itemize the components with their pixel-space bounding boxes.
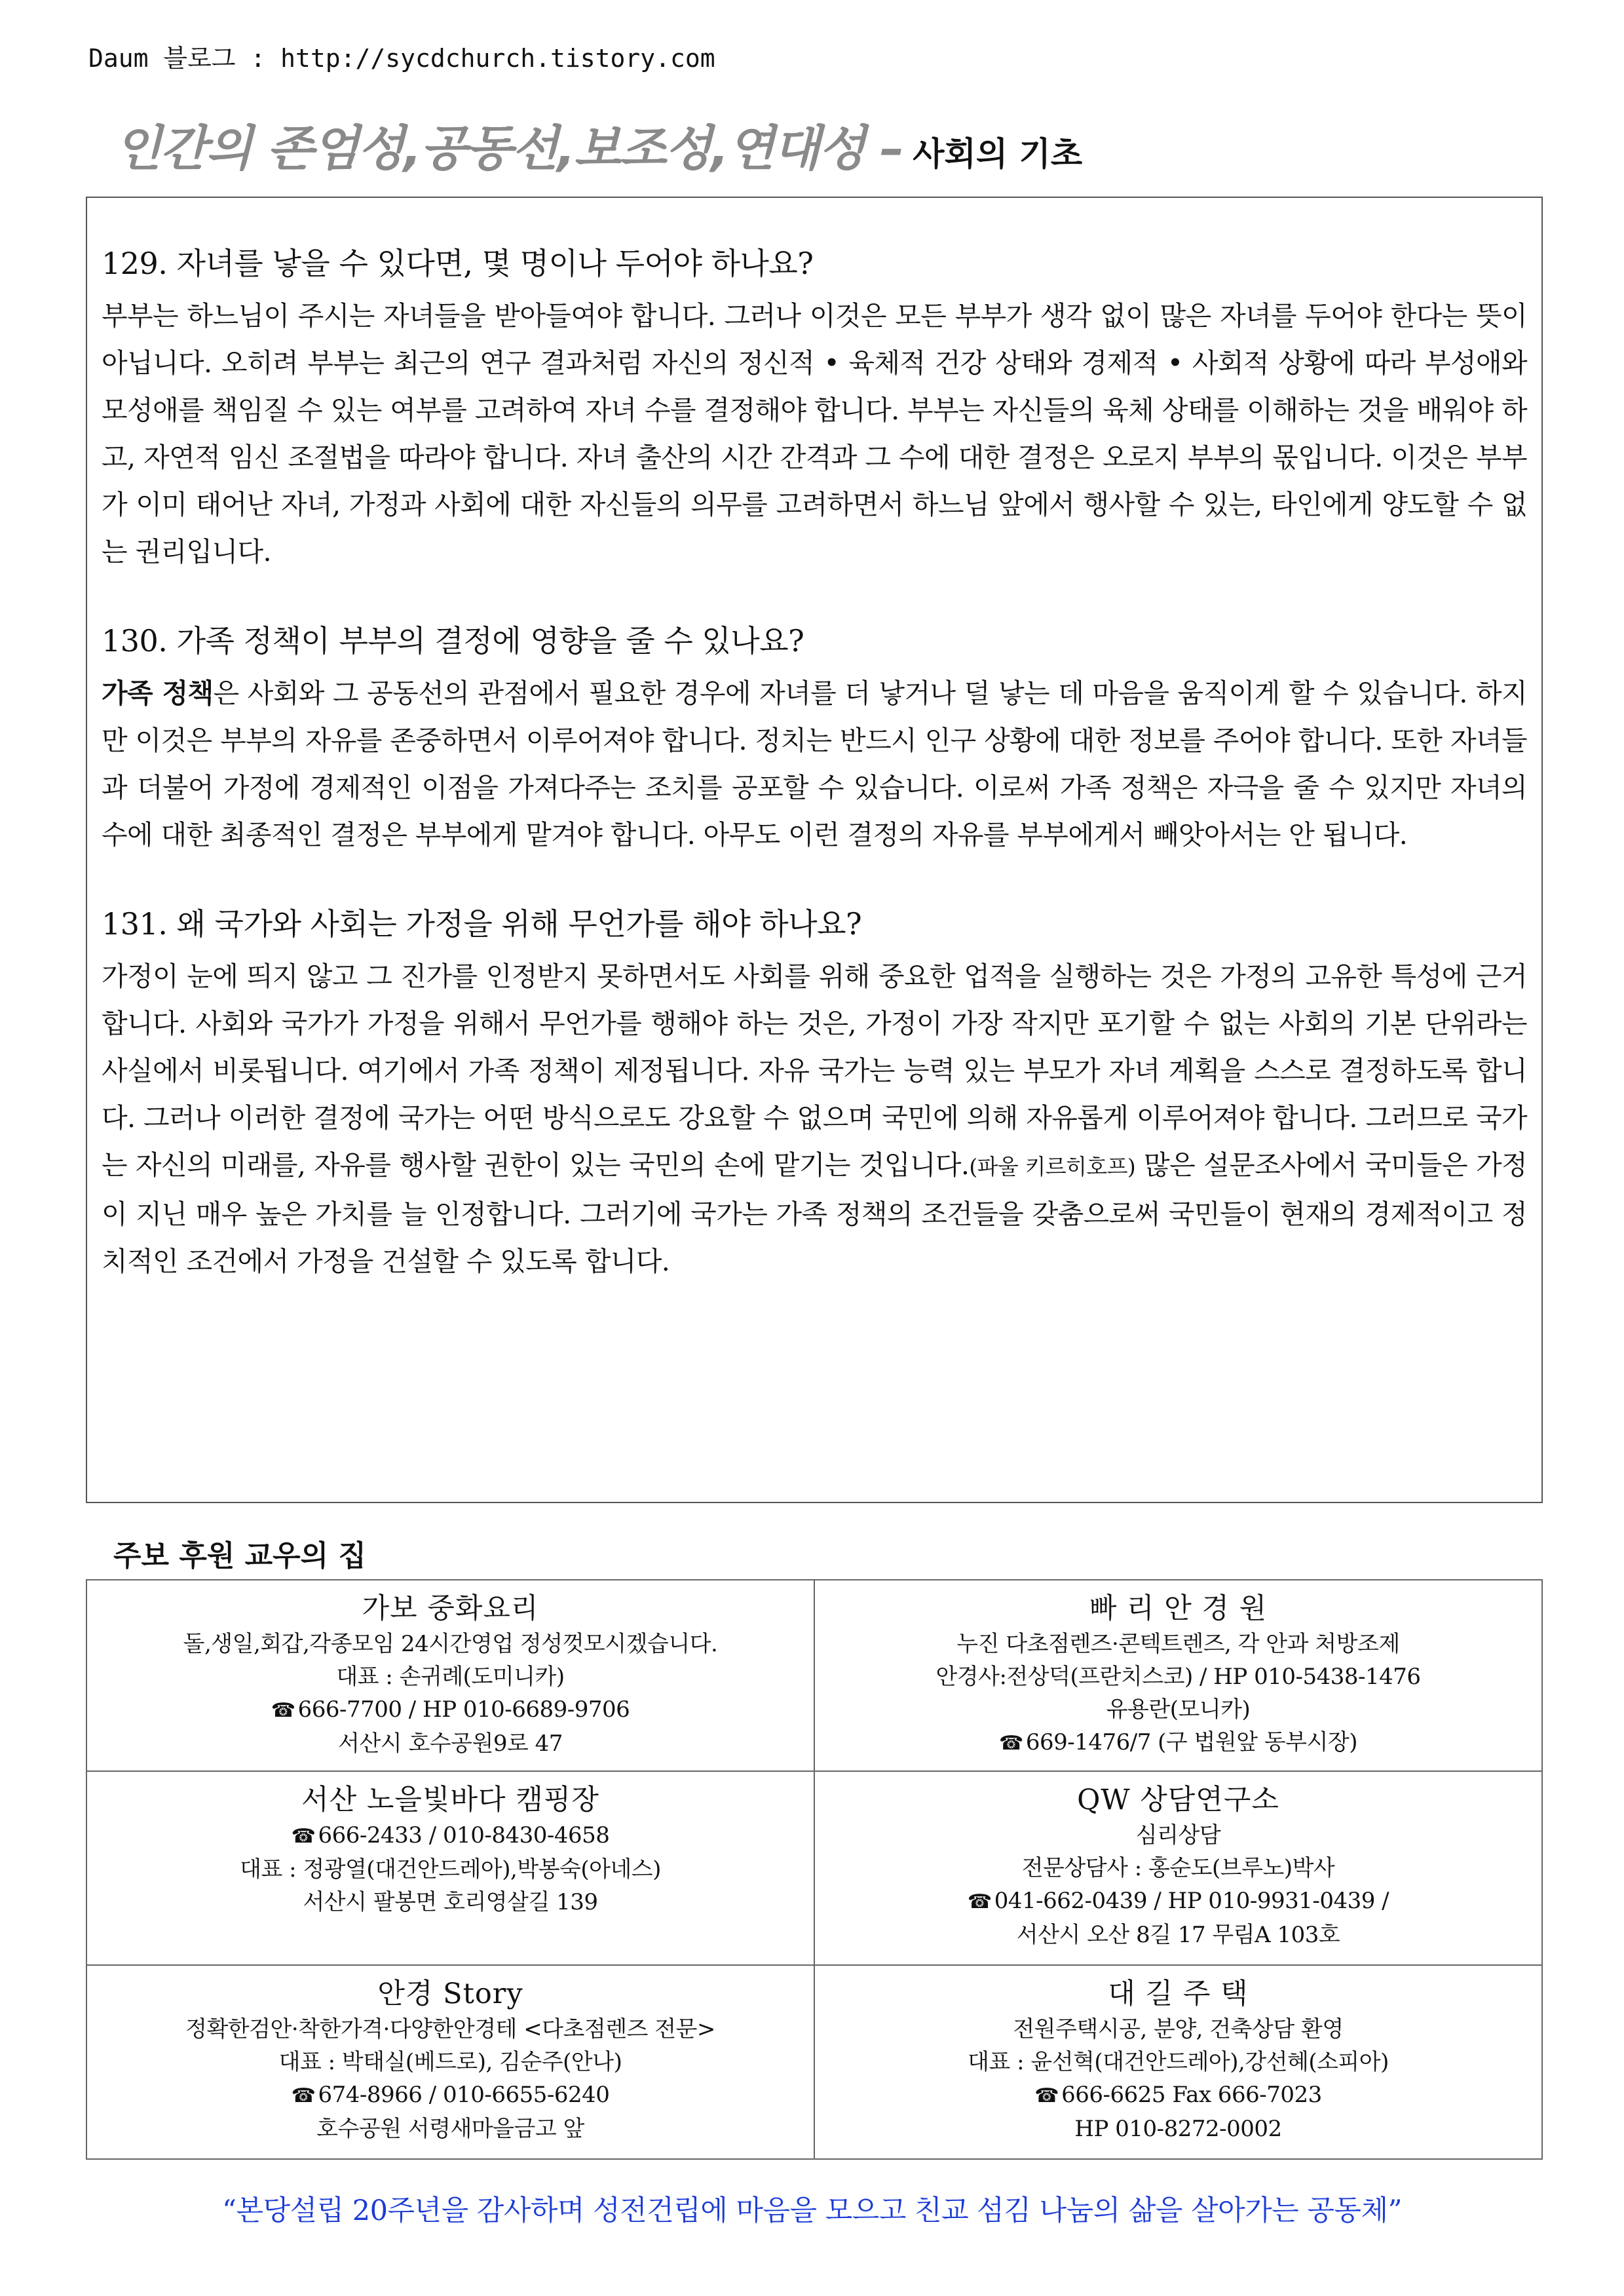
page-title-main: 인간의 존엄성,공동선,보조성,연대성 –	[115, 121, 903, 177]
sponsor-phone-number: 666-2433 / 010-8430-4658	[318, 1822, 610, 1848]
sponsor-phone	[91, 1819, 810, 1853]
answer-131-citation: (파울 키르히호프)	[969, 1154, 1136, 1179]
answer-131-tail: 많은 설문조사에서 국미들은 가정이 지닌 매우 높은 가치를 늘 인정합니다. 그러기에 국가는 가족 정책의 조건들을 갖춤으로써 국민들이 현재의 경제적이고 정치적인 조건에서 가정을 건설할 수 있도록 합니다.	[102, 1149, 1527, 1277]
parish-slogan: “본당설립 20주년을 감사하며 성전건립에 마음을 모으고 친교 섬김 나눔의 삶을 살아가는 공동체”	[222, 2194, 1402, 2227]
page-title	[115, 121, 1083, 177]
sponsor-card	[86, 1771, 814, 1965]
blog-address: Daum 블로그 : http://sycdchurch.tistory.com	[88, 44, 715, 73]
answer-130	[102, 670, 1527, 858]
question-129: 129. 자녀를 낳을 수 있다면, 몇 명이나 두어야 하나요?	[102, 246, 814, 281]
sponsor-detail: 대표 : 윤선혁(대건안드레아),강선혜(소피아)	[968, 2049, 1389, 2075]
sponsor-detail: 서산시 오산 8길 17 무림A 103호	[1016, 1922, 1340, 1948]
sponsor-phone	[91, 1693, 810, 1727]
sponsor-phone	[819, 2078, 1538, 2113]
sponsor-detail: 정확한검안·착한가격·다양한안경테 <다초점렌즈 전문>	[185, 2016, 715, 2042]
sponsor-detail: 돌,생일,회갑,각종모임 24시간영업 정성껏모시겠습니다.	[183, 1631, 718, 1657]
telephone-icon: ☎	[291, 2084, 316, 2107]
sponsor-detail: 전문상담사 : 홍순도(브루노)박사	[1021, 1855, 1335, 1881]
answer-130-emphasis: 가족 정책	[102, 678, 214, 709]
sponsor-detail: 서산시 팔봉면 호리영살길 139	[303, 1889, 598, 1915]
telephone-icon: ☎	[1034, 2084, 1059, 2107]
sponsors-title: 주보 후원 교우의 집	[113, 1539, 366, 1573]
sponsor-detail: 대표 : 손귀례(도미니카)	[336, 1664, 565, 1690]
sponsor-card	[814, 1771, 1542, 1965]
telephone-icon: ☎	[967, 1890, 992, 1913]
sponsor-card	[814, 1580, 1542, 1771]
sponsor-detail: 전원주택시공, 분양, 건축상담 환영	[1013, 2016, 1344, 2042]
page-title-sub: 사회의 기초	[913, 135, 1083, 173]
question-130: 130. 가족 정책이 부부의 결정에 영향을 줄 수 있나요?	[102, 623, 804, 659]
sponsor-phone	[91, 2078, 810, 2113]
catechism-qa-box	[86, 197, 1543, 1503]
qa-item-131	[102, 904, 1527, 1285]
sponsor-detail: 심리상담	[1135, 1822, 1221, 1848]
sponsor-detail: HP 010-8272-0002	[1074, 2116, 1282, 2142]
sponsor-detail: 유용란(모니카)	[1106, 1696, 1251, 1723]
telephone-icon: ☎	[271, 1699, 295, 1722]
sponsor-name: 빠 리 안 경 원	[1089, 1592, 1268, 1625]
telephone-icon: ☎	[998, 1732, 1023, 1755]
sponsor-card	[86, 1580, 814, 1771]
sponsor-phone	[819, 1885, 1538, 1919]
sponsor-phone-number: 041-662-0439 / HP 010-9931-0439 /	[994, 1888, 1389, 1914]
sponsor-phone-number: 674-8966 / 010-6655-6240	[318, 2082, 610, 2108]
sponsor-detail: 누진 다초점렌즈·콘텍트렌즈, 각 안과 처방조제	[956, 1631, 1400, 1657]
sponsor-detail: 대표 : 정광열(대건안드레아),박봉숙(아네스)	[240, 1856, 661, 1883]
sponsor-name: 대 길 주 택	[1108, 1978, 1249, 2010]
sponsor-name: QW 상담연구소	[1077, 1784, 1279, 1816]
qa-item-129	[102, 244, 1527, 575]
sponsor-name: 가보 중화요리	[362, 1592, 539, 1625]
sponsor-card	[86, 1965, 814, 2159]
sponsor-phone-number: 669-1476/7 (구 법원앞 동부시장)	[1025, 1729, 1358, 1755]
answer-129: 부부는 하느님이 주시는 자녀들을 받아들여야 합니다. 그러나 이것은 모든 부부가 생각 없이 많은 자녀를 두어야 한다는 뜻이 아닙니다. 오히려 부부는 최근의 연구 결과처럼 자신의 정신적 • 육체적 건강 상태와 경제적 • 사회적 상황에 따라 부성애와 모성애를 책임질 수 있는 여부를 고려하여 자녀 수를 결정해야 합니다. 부부는 자신들의 육체 상태를 이해하는 것을 배워야 하고, 자연적 임신 조절법을 따라야 합니다. 자녀 출산의 시간 간격과 그 수에 대한 결정은 오로지 부부의 몫입니다. 이것은 부부가 이미 태어난 자녀, 가정과 사회에 대한 자신들의 의무를 고려하면서 하느님 앞에서 행사할 수 있는, 타인에게 양도할 수 없는 권리입니다.	[102, 300, 1527, 567]
sponsor-detail: 안경사:전상덕(프란치스코) / HP 010-5438-1476	[935, 1664, 1421, 1690]
question-131: 131. 왜 국가와 사회는 가정을 위해 무언가를 해야 하나요?	[102, 906, 862, 942]
sponsor-phone-number: 666-7700 / HP 010-6689-9706	[297, 1696, 630, 1723]
answer-130-text: 은 사회와 그 공동선의 관점에서 필요한 경우에 자녀를 더 낳거나 덜 낳는 데 마음을 움직이게 할 수 있습니다. 하지만 이것은 부부의 자유를 존중하면서 이루어져야 합니다. 정치는 반드시 인구 상황에 대한 정보를 주어야 합니다. 또한 자녀들과 더불어 가정에 경제적인 이점을 가져다주는 조치를 공포할 수 있습니다. 이로써 가족 정책은 자극을 줄 수 있지만 자녀의 수에 대한 최종적인 결정은 부부에게 맡겨야 합니다. 아무도 이런 결정의 자유를 부부에게서 빼앗아서는 안 됩니다.	[102, 678, 1527, 851]
sponsor-card	[814, 1965, 1542, 2159]
sponsor-phone-number: 666-6625 Fax 666-7023	[1061, 2082, 1322, 2108]
telephone-icon: ☎	[291, 1825, 316, 1848]
sponsor-phone	[819, 1726, 1538, 1760]
sponsor-name: 안경 Story	[377, 1978, 523, 2010]
sponsors-table	[86, 1579, 1543, 2160]
sponsor-detail: 대표 : 박태실(베드로), 김순주(안나)	[278, 2049, 622, 2075]
answer-131-text: 가정이 눈에 띄지 않고 그 진가를 인정받지 못하면서도 사회를 위해 중요한 업적을 실행하는 것은 가정의 고유한 특성에 근거합니다. 사회와 국가가 가정을 위해서 무언가를 행해야 하는 것은, 가정이 가장 작지만 포기할 수 없는 사회의 기본 단위라는 사실에서 비롯됩니다. 여기에서 가족 정책이 제정됩니다. 자유 국가는 능력 있는 부모가 자녀 계획을 스스로 결정하도록 합니다. 그러나 이러한 결정에 국가는 어떤 방식으로도 강요할 수 없으며 국민에 의해 자유롭게 이루어져야 합니다. 그러므로 국가는 자신의 미래를, 자유를 행사할 권한이 있는 국민의 손에 맡기는 것입니다.	[102, 961, 1527, 1181]
answer-131	[102, 953, 1527, 1285]
sponsor-detail: 서산시 호수공원9로 47	[338, 1731, 563, 1757]
sponsor-name: 서산 노을빛바다 캠핑장	[301, 1784, 599, 1816]
sponsor-detail: 호수공원 서령새마을금고 앞	[316, 2116, 584, 2142]
qa-item-130	[102, 621, 1527, 858]
